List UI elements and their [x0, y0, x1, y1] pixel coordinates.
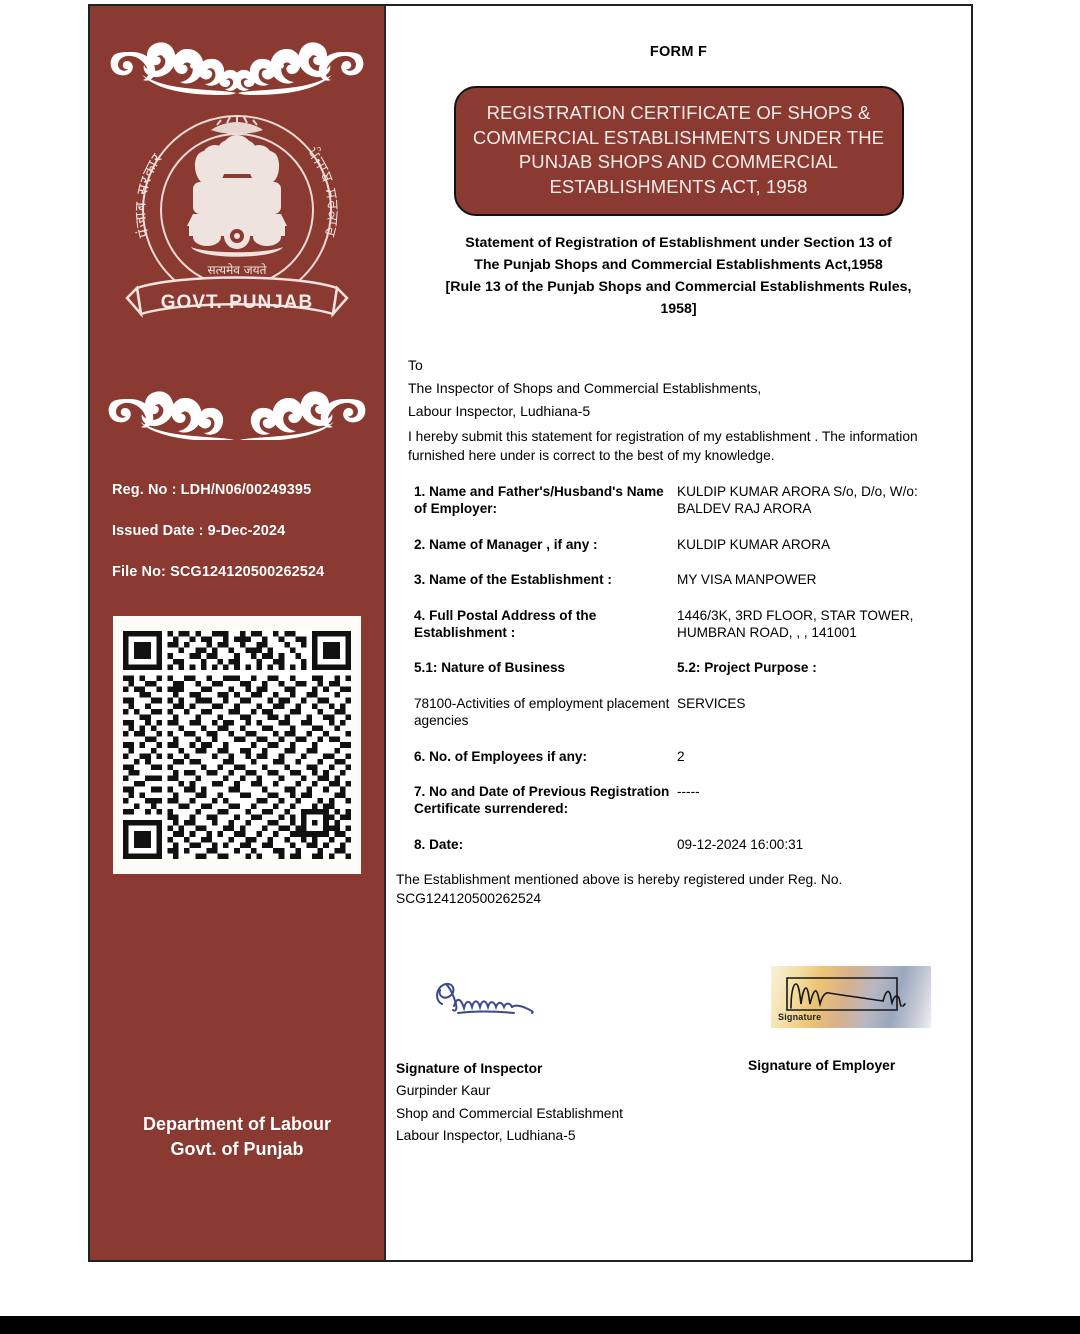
- viewer-bottom-bar: [0, 1316, 1080, 1334]
- filigree-ornament-middle: [102, 378, 372, 440]
- registration-details: [90, 482, 384, 580]
- field-label: 8. Date:: [414, 836, 464, 852]
- field-row: [414, 695, 934, 730]
- field-label: 3. Name of the Establishment :: [414, 572, 612, 588]
- department-line-2: Govt. of Punjab: [170, 1138, 304, 1159]
- field-value: KULDIP KUMAR ARORA: [677, 536, 831, 552]
- svg-text:पंजाब सरकार: [131, 150, 166, 240]
- field-row: [414, 783, 934, 818]
- department-line-1: Department of Labour: [142, 1114, 331, 1134]
- field-row: [414, 536, 934, 553]
- form-label: FORM F: [649, 44, 708, 60]
- field-row: [414, 607, 934, 642]
- field-label: 1. Name and Father's/Husband's Name of Employer:: [414, 484, 664, 517]
- registered-note: The Establishment mentioned above is hereby registered under Reg. No. SCG124120500262524: [396, 872, 843, 906]
- subtitle-line-3: [Rule 13 of the Punjab Shops and Commercial Establishments Rules, 1958]: [445, 279, 912, 318]
- certificate-page: [88, 4, 973, 1262]
- field-value: 2: [677, 748, 685, 764]
- field-label: 7. No and Date of Previous Registration Certificate surrendered:: [414, 783, 670, 817]
- field-value: KULDIP KUMAR ARORA S/o, D/o, W/o: BALDEV RAJ ARORA: [677, 484, 918, 517]
- field-value: 1446/3K, 3RD FLOOR, STAR TOWER, HUMBRAN ROAD, , , 141001: [677, 607, 914, 641]
- subtitle-line-2: The Punjab Shops and Commercial Establishments Act,1958: [474, 257, 883, 274]
- certificate-subtitle: [429, 232, 929, 320]
- field-row: [414, 836, 934, 853]
- file-no-line: File No: SCG124120500262524: [112, 564, 325, 580]
- employer-caption: Signature of Employer: [748, 1057, 896, 1073]
- field-row: [414, 748, 934, 765]
- field-row: [414, 659, 934, 676]
- filigree-ornament-top: [102, 6, 372, 98]
- fields-table: [414, 483, 934, 853]
- emblem-arc-right: ਪੰਜਾਬ ਸਰਕਾਰ: [304, 143, 343, 240]
- govt-punjab-emblem: [119, 102, 355, 334]
- field-value: 09-12-2024 16:00:31: [677, 836, 804, 852]
- inspector-caption: Signature of Inspector: [396, 1060, 543, 1076]
- reg-no-line: Reg. No : LDH/N06/00249395: [112, 482, 312, 498]
- issued-date-line: Issued Date : 9-Dec-2024: [112, 523, 286, 539]
- declaration-text: I hereby submit this statement for registration of my establishment . The information furnished here under is correct to the best of my knowledge.: [408, 429, 918, 463]
- inspector-signature-image: [428, 966, 548, 1022]
- addressee-line-1: The Inspector of Shops and Commercial Establishments,: [408, 380, 762, 397]
- field-label: 78100-Activities of employment placement agencies: [414, 695, 670, 729]
- inspector-office-2: Labour Inspector, Ludhiana-5: [396, 1127, 576, 1143]
- field-row: [414, 483, 934, 518]
- field-value: -----: [677, 783, 700, 799]
- subtitle-line-1: Statement of Registration of Establishment under Section 13 of: [465, 235, 892, 252]
- handwritten-signature-icon: [428, 966, 548, 1022]
- addressee-block: [408, 354, 971, 422]
- qr-code-image: [123, 626, 351, 864]
- field-value: 5.2: Project Purpose :: [677, 660, 817, 676]
- addressee-to: To: [408, 357, 423, 374]
- ashoka-emblem-icon: [119, 102, 355, 334]
- qr-code[interactable]: [113, 616, 361, 874]
- inspector-office-1: Shop and Commercial Establishment: [396, 1105, 623, 1121]
- svg-text:ਪੰਜਾਬ ਸਰਕਾਰ: [303, 143, 343, 239]
- field-label: 4. Full Postal Address of the Establishment :: [414, 607, 597, 641]
- certificate-title-banner: REGISTRATION CERTIFICATE OF SHOPS & COMMERCIAL ESTABLISHMENTS UNDER THE PUNJAB SHOPS AND COMMERCIAL ESTABLISHMENTS ACT, 1958: [454, 86, 904, 216]
- sidebar: [90, 6, 386, 1260]
- field-row: [414, 571, 934, 588]
- signature-captions: [386, 1058, 971, 1148]
- signature-area: [386, 966, 971, 1166]
- field-label: 6. No. of Employees if any:: [414, 748, 587, 764]
- emblem-arc-left: पंजाब सरकार: [131, 149, 167, 240]
- field-value: MY VISA MANPOWER: [677, 572, 817, 588]
- inspector-signature-block: [396, 1058, 623, 1147]
- department-footer: [90, 1112, 384, 1162]
- field-label: 5.1: Nature of Business: [414, 660, 566, 676]
- emblem-banner-text: GOVT. PUNJAB: [160, 292, 314, 313]
- addressee-line-2: Labour Inspector, Ludhiana-5: [408, 402, 591, 419]
- employer-signature-stamp: [771, 966, 931, 1028]
- certificate-content: [386, 6, 971, 1260]
- employer-stamp-label: Signature: [778, 1011, 822, 1022]
- field-value: SERVICES: [677, 695, 746, 711]
- inspector-name: Gurpinder Kaur: [396, 1083, 491, 1099]
- field-label: 2. Name of Manager , if any :: [414, 536, 598, 552]
- emblem-motto: सत्यमेव जयते: [207, 263, 267, 277]
